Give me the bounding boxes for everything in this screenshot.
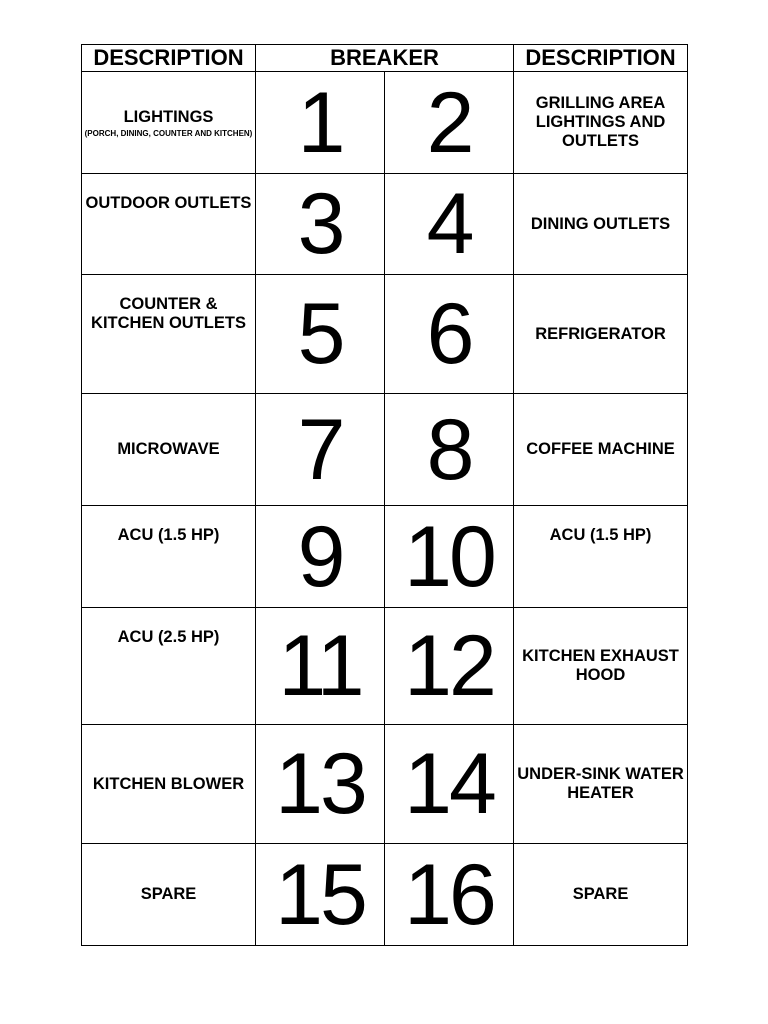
description-left: COUNTER & KITCHEN OUTLETS [82,275,256,394]
table-row [82,844,688,946]
breaker-number-left: 3 [256,174,385,275]
description-left-note: (PORCH, DINING, COUNTER AND KITCHEN) [84,128,253,138]
header-row [82,45,688,72]
table-row [82,608,688,725]
breaker-number-right: 16 [385,844,514,946]
description-left: ACU (2.5 HP) [82,608,256,725]
breaker-number-left: 11 [256,608,385,725]
table-row [82,275,688,394]
description-right: COFFEE MACHINE [514,394,688,506]
breaker-number-right: 10 [385,506,514,608]
description-right: KITCHEN EXHAUST HOOD [514,608,688,725]
table-row [82,506,688,608]
breaker-number-right: 8 [385,394,514,506]
description-left: SPARE [82,844,256,946]
breaker-number-left: 7 [256,394,385,506]
description-left: KITCHEN BLOWER [82,725,256,844]
table-row [82,725,688,844]
breaker-number-right: 14 [385,725,514,844]
header-description-left: DESCRIPTION [82,45,256,72]
breaker-number-left: 13 [256,725,385,844]
description-right: UNDER-SINK WATER HEATER [514,725,688,844]
description-left: MICROWAVE [82,394,256,506]
breaker-number-right: 2 [385,72,514,174]
table-row [82,174,688,275]
header-description-right: DESCRIPTION [514,45,688,72]
table-row [82,72,688,174]
breaker-number-right: 4 [385,174,514,275]
breaker-number-left: 9 [256,506,385,608]
breaker-number-right: 6 [385,275,514,394]
description-right: DINING OUTLETS [514,174,688,275]
breaker-number-left: 15 [256,844,385,946]
header-breaker: BREAKER [256,45,514,72]
breaker-panel-table [81,44,688,946]
breaker-number-left: 1 [256,72,385,174]
description-left-label: LIGHTINGS [123,107,214,126]
table-row [82,394,688,506]
description-right: ACU (1.5 HP) [514,506,688,608]
breaker-number-right: 12 [385,608,514,725]
description-right: REFRIGERATOR [514,275,688,394]
breaker-number-left: 5 [256,275,385,394]
description-right: SPARE [514,844,688,946]
description-right: GRILLING AREA LIGHTINGS AND OUTLETS [514,72,688,174]
description-left: OUTDOOR OUTLETS [82,174,256,275]
description-left [82,72,256,174]
description-left: ACU (1.5 HP) [82,506,256,608]
